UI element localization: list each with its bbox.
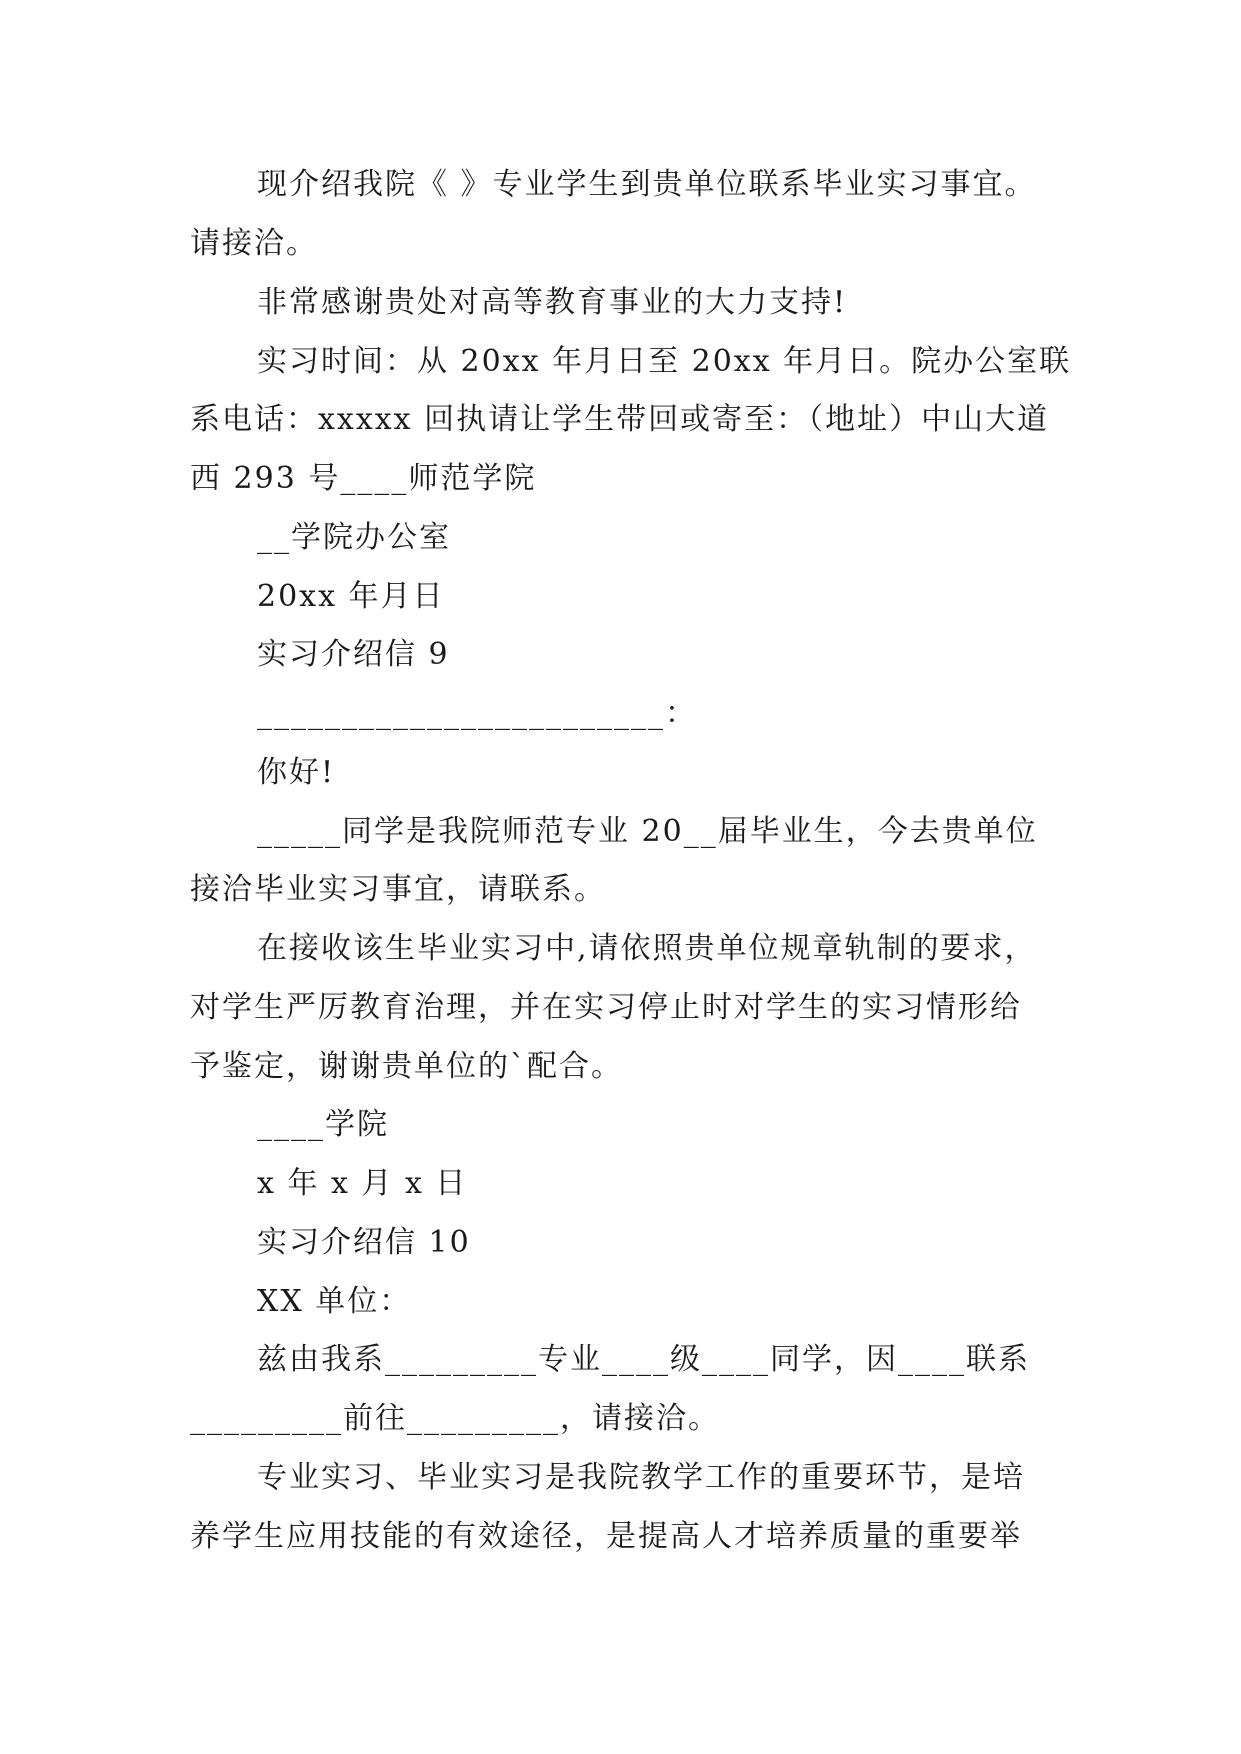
paragraph-line: 非常感谢贵处对高等教育事业的大力支持! (257, 285, 848, 320)
paragraph-line: 专业实习、毕业实习是我院教学工作的重要环节，是培 (257, 1460, 1025, 1495)
paragraph-line: 对学生严厉教育治理，并在实习停止时对学生的实习情形给 (190, 990, 1022, 1025)
paragraph-line: 系电话：xxxxx 回执请让学生带回或寄至：（地址）中山大道 (190, 402, 1050, 437)
greeting: 你好! (257, 755, 336, 790)
paragraph-line: 现介绍我院《 》专业学生到贵单位联系毕业实习事宜。 (257, 167, 1037, 202)
paragraph-line: 西 293 号____师范学院 (190, 461, 537, 496)
paragraph-line: 养学生应用技能的有效途径，是提高人才培养质量的重要举 (190, 1519, 1022, 1554)
paragraph-line: 兹由我系_________专业____级____同学，因____联系 (257, 1342, 1030, 1377)
paragraph-line: 请接洽。 (190, 226, 318, 261)
paragraph-line: __学院办公室 (257, 520, 451, 555)
paragraph-line: 接洽毕业实习事宜，请联系。 (190, 872, 606, 907)
section-heading: 实习介绍信 10 (257, 1225, 471, 1260)
paragraph-line: 予鉴定，谢谢贵单位的`配合。 (190, 1049, 623, 1084)
signature-line: ____学院 (257, 1107, 389, 1142)
paragraph-line: 在接收该生毕业实习中,请依照贵单位规章轨制的要求， (257, 931, 1037, 966)
salutation-blank: ________________________： (257, 696, 697, 731)
paragraph-line: _________前往_________，请接洽。 (190, 1401, 720, 1436)
section-heading: 实习介绍信 9 (257, 637, 450, 672)
paragraph-line: 实习时间：从 20xx 年月日至 20xx 年月日。院办公室联 (257, 344, 1072, 379)
paragraph-line: 20xx 年月日 (257, 579, 445, 614)
paragraph-line: _____同学是我院师范专业 20__届毕业生，今去贵单位 (257, 814, 1038, 849)
date-line: x 年 x 月 x 日 (257, 1166, 468, 1201)
salutation: XX 单位： (257, 1284, 412, 1319)
